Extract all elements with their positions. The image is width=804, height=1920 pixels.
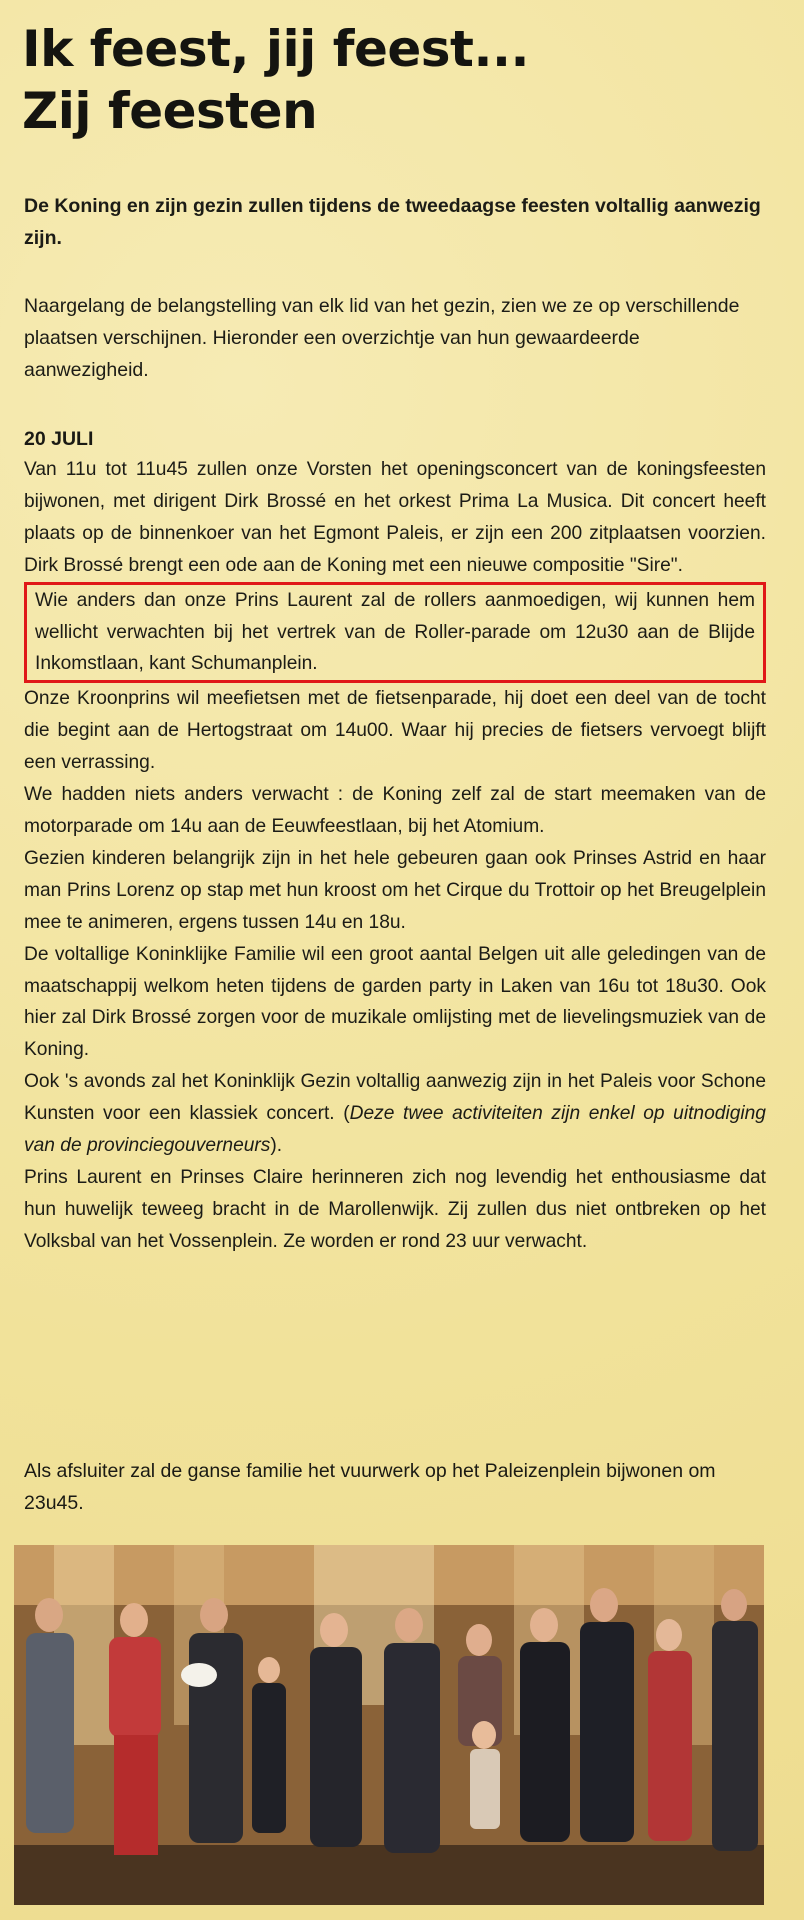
article-title bbox=[22, 18, 782, 142]
article-lead: De Koning en zijn gezin zullen tijdens de tweedaagse feesten voltallig aanwezig zijn. bbox=[24, 195, 761, 249]
evening-concert-text: Ook 's avonds zal het Koninklijk Gezin voltallig aanwezig zijn in het Paleis voor Schone Kunsten voor een klassiek concert. ( bbox=[24, 1071, 766, 1125]
article-closing: Als afsluiter zal de ganse familie het vuurwerk op het Paleizenplein bijwonen om 23u45. bbox=[24, 1460, 716, 1514]
paragraph-volksbal: Prins Laurent en Prinses Claire herinneren zich nog levendig het enthousiasme dat hun huwelijk teweeg bracht in de Marollenwijk. Zij zullen dus niet ontbreken op het Volksbal van het Vossenplein. Ze worden er rond 23 uur verwacht. bbox=[24, 1166, 766, 1252]
paragraph-bike-parade: Onze Kroonprins wil meefietsen met de fietsenparade, hij doet een deel van de tocht die begint aan de Hertogstraat om 14u00. Waar hij precies de fietsers vervoegt blijft een verrassing. bbox=[24, 688, 766, 774]
evening-concert-end: ). bbox=[270, 1135, 283, 1157]
evening-concert-note: Deze twee activiteiten zijn enkel op uitnodiging van de provinciegouverneurs bbox=[24, 1103, 766, 1157]
title-line-2: Zij feesten bbox=[22, 82, 318, 140]
royal-family-photo bbox=[14, 1545, 764, 1905]
article-body bbox=[24, 454, 766, 1258]
paragraph-motor-parade: We hadden niets anders verwacht : de Koning zelf zal de start meemaken van de motorparade om 14u aan de Eeuwfeestlaan, bij het Atomium. bbox=[24, 784, 766, 837]
title-line-1: Ik feest, jij feest... bbox=[22, 20, 529, 78]
paragraph-concert: Van 11u tot 11u45 zullen onze Vorsten het openingsconcert van de koningsfeesten bijwonen, met dirigent Dirk Brossé en het orkest Prima La Musica. Dit concert heeft plaats op de binnenkoer van het Egmont Paleis, er zijn een 200 zitplaatsen voorzien. Dirk Brossé brengt een ode aan de Koning met een nieuwe compositie "Sire". bbox=[24, 459, 766, 576]
article-intro: Naargelang de belangstelling van elk lid van het gezin, zien we ze op verschillende plaatsen verschijnen. Hieronder een overzichtje van hun gewaardeerde aanwezigheid. bbox=[24, 295, 740, 381]
paragraph-evening-concert bbox=[24, 1066, 766, 1162]
paragraph-cirque: Gezien kinderen belangrijk zijn in het hele gebeuren gaan ook Prinses Astrid en haar man Prins Lorenz op stap met hun kroost om het Cirque du Trottoir op het Breugelplein mee te animeren, ergens tussen 14u en 18u. bbox=[24, 847, 766, 933]
paragraph-garden-party: De voltallige Koninklijke Familie wil een groot aantal Belgen uit alle geledingen van de maatschappij welkom heten tijdens de garden party in Laken van 16u tot 18u30. Ook hier zal Dirk Brossé zorgen voor de muzikale omlijsting met de lievelingsmuziek van de Koning. bbox=[24, 943, 766, 1061]
highlighted-paragraph-roller-parade: Wie anders dan onze Prins Laurent zal de rollers aanmoedigen, wij kunnen hem wellicht verwachten bij het vertrek van de Roller-parade om 12u30 aan de Blijde Inkomstlaan, kant Schumanplein. bbox=[24, 582, 766, 684]
date-heading: 20 JULI bbox=[24, 428, 94, 450]
